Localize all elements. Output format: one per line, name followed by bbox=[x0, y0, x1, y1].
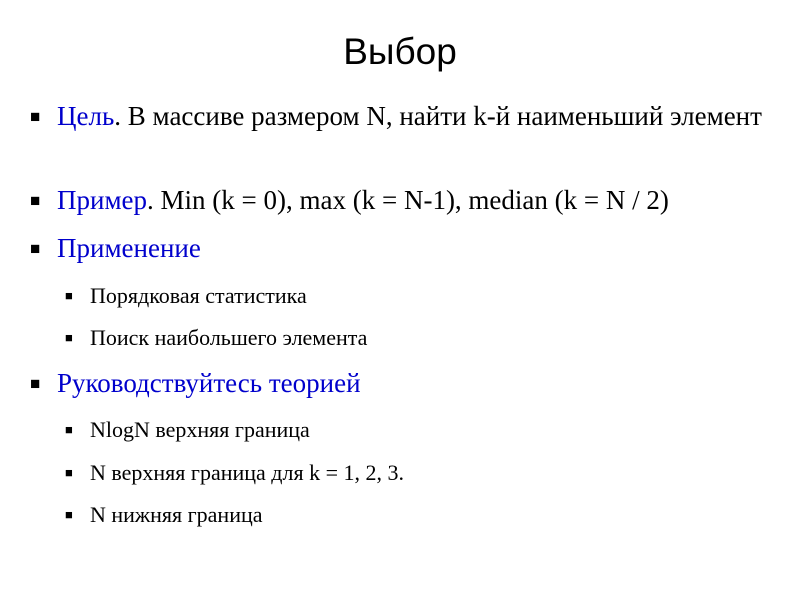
square-bullet-icon: ■ bbox=[30, 107, 41, 126]
sub-item-text: N верхняя граница для k = 1, 2, 3. bbox=[90, 460, 404, 485]
sub-item bbox=[65, 324, 780, 352]
sub-item bbox=[65, 282, 780, 310]
item-text: . В массиве размером N, найти k-й наименьший элемент bbox=[114, 101, 762, 131]
square-bullet-icon: ■ bbox=[65, 507, 73, 522]
square-bullet-icon: ■ bbox=[65, 330, 73, 345]
sub-item-text: N нижняя граница bbox=[90, 502, 263, 527]
slide-title: Выбор bbox=[343, 31, 457, 72]
item-key: Пример bbox=[57, 185, 148, 215]
sub-item-text: Порядковая статистика bbox=[90, 283, 307, 308]
square-bullet-icon: ■ bbox=[65, 422, 73, 437]
square-bullet-icon: ■ bbox=[65, 288, 73, 303]
bullet-item-application bbox=[30, 231, 787, 265]
square-bullet-icon: ■ bbox=[30, 374, 41, 393]
sub-item-text: NlogN верхняя граница bbox=[90, 417, 310, 442]
bullet-item-goal bbox=[30, 99, 787, 133]
item-key: Цель bbox=[57, 101, 115, 131]
sub-item bbox=[65, 416, 780, 444]
bullet-item-example bbox=[30, 183, 787, 217]
sub-item bbox=[65, 501, 780, 529]
item-key: Руководствуйтесь теорией bbox=[57, 368, 361, 398]
sub-item-text: Поиск наибольшего элемента bbox=[90, 325, 368, 350]
item-key: Применение bbox=[57, 233, 201, 263]
square-bullet-icon: ■ bbox=[30, 191, 41, 210]
item-text: . Min (k = 0), max (k = N-1), median (k = N / 2) bbox=[147, 185, 669, 215]
square-bullet-icon: ■ bbox=[30, 239, 41, 258]
square-bullet-icon: ■ bbox=[65, 465, 73, 480]
sub-item bbox=[65, 459, 780, 487]
bullet-item-theory bbox=[30, 366, 787, 400]
